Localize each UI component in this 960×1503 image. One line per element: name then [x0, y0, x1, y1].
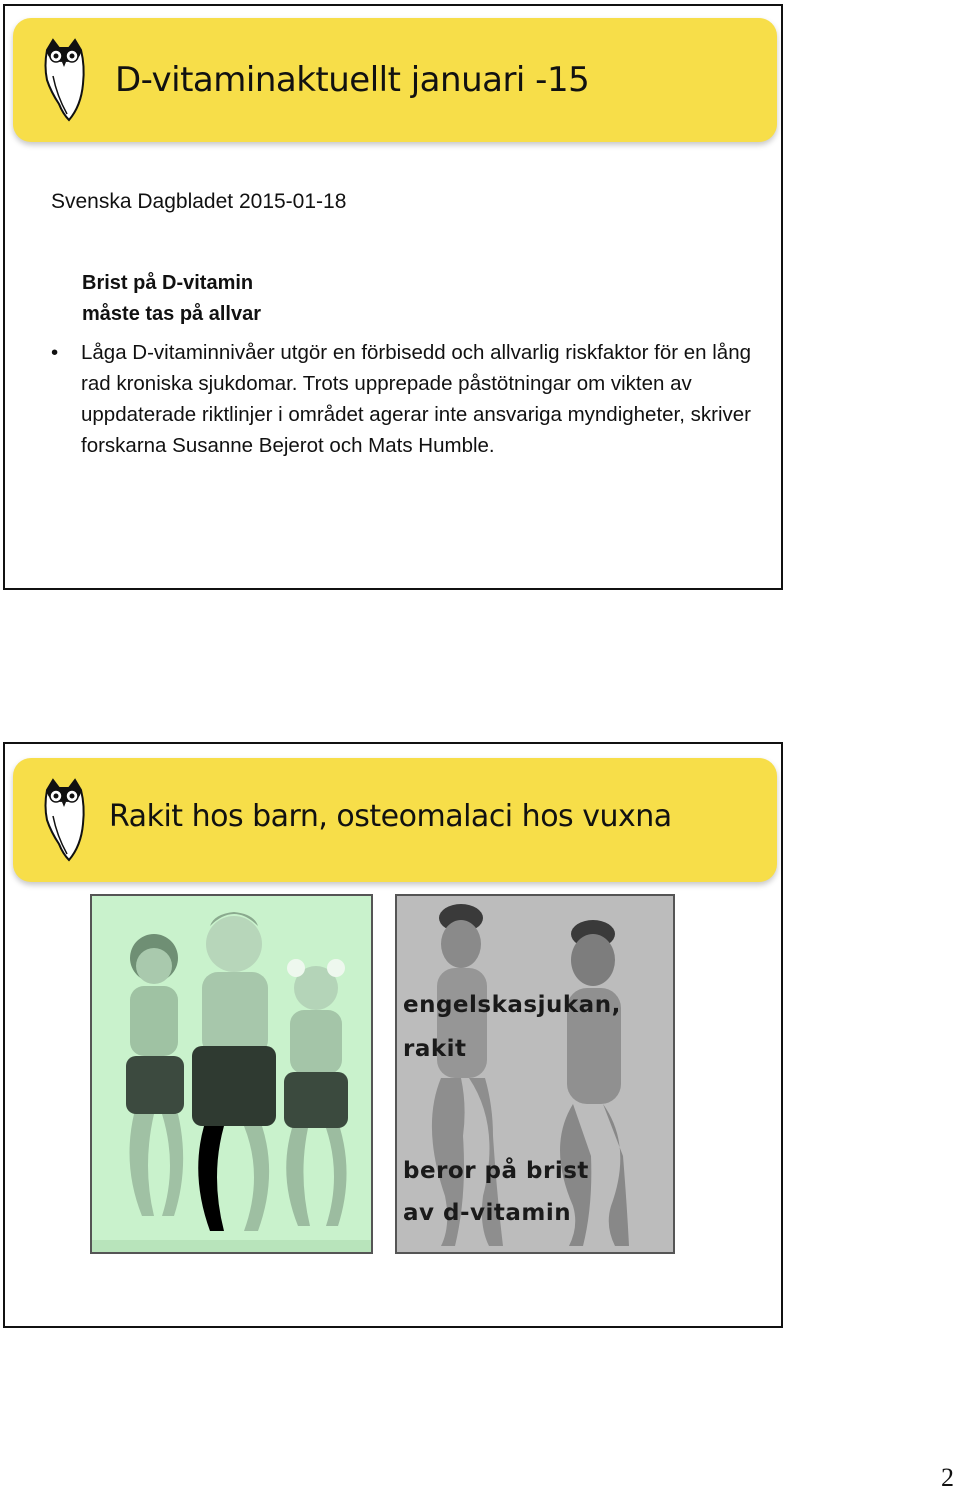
- owl-icon: [41, 36, 87, 122]
- bullet-point: [51, 337, 751, 461]
- slide-2: [3, 742, 783, 1328]
- title-banner: [13, 758, 777, 882]
- owl-icon: [41, 776, 87, 862]
- photo-caption-line-4: av d-vitamin: [403, 1200, 572, 1226]
- article-headline: [82, 268, 261, 330]
- slide-title: D-vitaminaktuellt januari -15: [115, 60, 590, 100]
- photo-caption-line-2: rakit: [403, 1036, 467, 1062]
- bullet-marker: •: [51, 341, 59, 364]
- headline-line-2: måste tas på allvar: [82, 303, 261, 325]
- photo-caption-line-3: beror på brist: [403, 1158, 589, 1184]
- children-rickets-photo: [90, 894, 373, 1254]
- slide-title: Rakit hos barn, osteomalaci hos vuxna: [109, 798, 672, 834]
- bullet-text: Låga D-vitaminnivåer utgör en förbisedd och allvarlig riskfaktor för en lång rad kroniska sjukdomar. Trots upprepade påstötningar om vikten av uppdaterade riktlinjer i området agerar inte ansvariga myndigheter, skriver forskarna Susanne Bejerot och Mats Humble.: [81, 341, 752, 457]
- slide-1: [3, 4, 783, 590]
- headline-line-1: Brist på D-vitamin: [82, 272, 254, 294]
- source-line: Svenska Dagbladet 2015-01-18: [51, 190, 347, 213]
- title-banner: [13, 18, 777, 142]
- page-number: 2: [941, 1463, 954, 1492]
- photo-caption-line-1: engelskasjukan,: [403, 992, 621, 1018]
- women-rickets-photo: [395, 894, 675, 1254]
